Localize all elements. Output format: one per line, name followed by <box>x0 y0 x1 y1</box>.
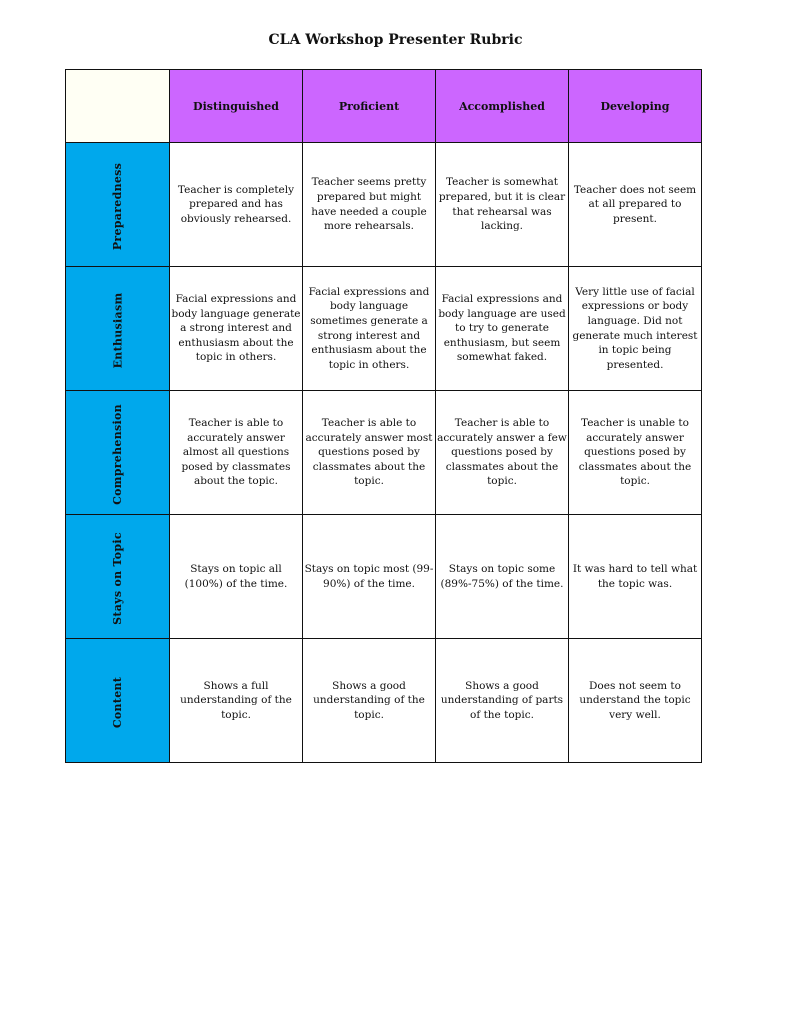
criterion-label: Preparedness <box>110 162 124 251</box>
rubric-cell <box>569 639 702 763</box>
rubric-cell <box>303 515 436 639</box>
rubric-cell-text: Stays on topic all (100%) of the time. <box>184 562 288 590</box>
rubric-cell <box>436 391 569 515</box>
level-header-developing: Developing <box>569 70 702 143</box>
rubric-cell-text: Does not seem to understand the topic very well. <box>579 679 691 721</box>
rubric-cell <box>436 267 569 391</box>
rubric-cell-text: Teacher is completely prepared and has obviously rehearsed. <box>177 183 295 225</box>
rubric-cell-text: It was hard to tell what the topic was. <box>572 562 698 590</box>
rubric-cell-text: Teacher does not seem at all prepared to present. <box>573 183 697 225</box>
rubric-cell-text: Teacher is unable to accurately answer questions posed by classmates about the topic. <box>578 417 692 488</box>
criterion-label: Comprehension <box>110 404 124 505</box>
criterion-cell <box>66 267 170 391</box>
rubric-cell <box>569 391 702 515</box>
criterion-label: Enthusiasm <box>110 292 124 369</box>
criterion-cell <box>66 515 170 639</box>
rubric-cell-text: Stays on topic some (89%-75%) of the time. <box>440 562 564 590</box>
rubric-cell-text: Teacher seems pretty prepared but might have needed a couple more rehearsals. <box>311 176 427 233</box>
rubric-cell <box>436 515 569 639</box>
rubric-cell <box>303 143 436 267</box>
rubric-cell-text: Teacher is able to accurately answer almost all questions posed by classmates about the topic. <box>181 417 291 488</box>
corner-cell <box>66 70 170 143</box>
rubric-cell-text: Very little use of facial expressions or body language. Did not generate much interest in topic being presented. <box>572 285 698 371</box>
rubric-cell <box>303 391 436 515</box>
level-header-proficient: Proficient <box>303 70 436 143</box>
rubric-row-enthusiasm <box>66 267 702 391</box>
criterion-cell <box>66 143 170 267</box>
level-header-accomplished: Accomplished <box>436 70 569 143</box>
rubric-row-comprehension <box>66 391 702 515</box>
rubric-cell <box>436 143 569 267</box>
rubric-cell <box>436 639 569 763</box>
rubric-cell <box>170 639 303 763</box>
rubric-cell-text: Teacher is somewhat prepared, but it is clear that rehearsal was lacking. <box>438 176 566 233</box>
rubric-cell-text: Facial expressions and body language are used to try to generate enthusiasm, but seem somewhat faked. <box>438 293 566 364</box>
header-row <box>66 70 702 143</box>
rubric-cell <box>170 515 303 639</box>
rubric-table <box>65 69 702 763</box>
rubric-cell-text: Facial expressions and body language generate a strong interest and enthusiasm about the topic in others. <box>171 293 301 364</box>
rubric-cell-text: Stays on topic most (99-90%) of the time. <box>304 562 434 590</box>
rubric-cell-text: Teacher is able to accurately answer a few questions posed by classmates about the topic. <box>437 417 567 488</box>
page-title: CLA Workshop Presenter Rubric <box>268 32 523 48</box>
rubric-cell <box>170 143 303 267</box>
rubric-cell-text: Shows a full understanding of the topic. <box>180 679 292 721</box>
criterion-cell <box>66 391 170 515</box>
rubric-cell <box>569 515 702 639</box>
rubric-cell-text: Teacher is able to accurately answer most questions posed by classmates about the topic. <box>305 417 433 488</box>
rubric-row-stays-on-topic <box>66 515 702 639</box>
criterion-label: Stays on Topic <box>110 532 124 625</box>
rubric-cell <box>303 639 436 763</box>
rubric-cell <box>170 267 303 391</box>
criterion-cell <box>66 639 170 763</box>
rubric-cell <box>569 267 702 391</box>
rubric-cell-text: Shows a good understanding of the topic. <box>313 679 425 721</box>
rubric-cell <box>170 391 303 515</box>
rubric-cell <box>569 143 702 267</box>
level-header-distinguished: Distinguished <box>170 70 303 143</box>
rubric-cell <box>303 267 436 391</box>
rubric-row-preparedness <box>66 143 702 267</box>
rubric-cell-text: Facial expressions and body language sometimes generate a strong interest and enthusiasm about the topic in others. <box>308 285 430 371</box>
criterion-label: Content <box>110 676 124 729</box>
rubric-cell-text: Shows a good understanding of parts of the topic. <box>440 679 564 721</box>
rubric-row-content <box>66 639 702 763</box>
